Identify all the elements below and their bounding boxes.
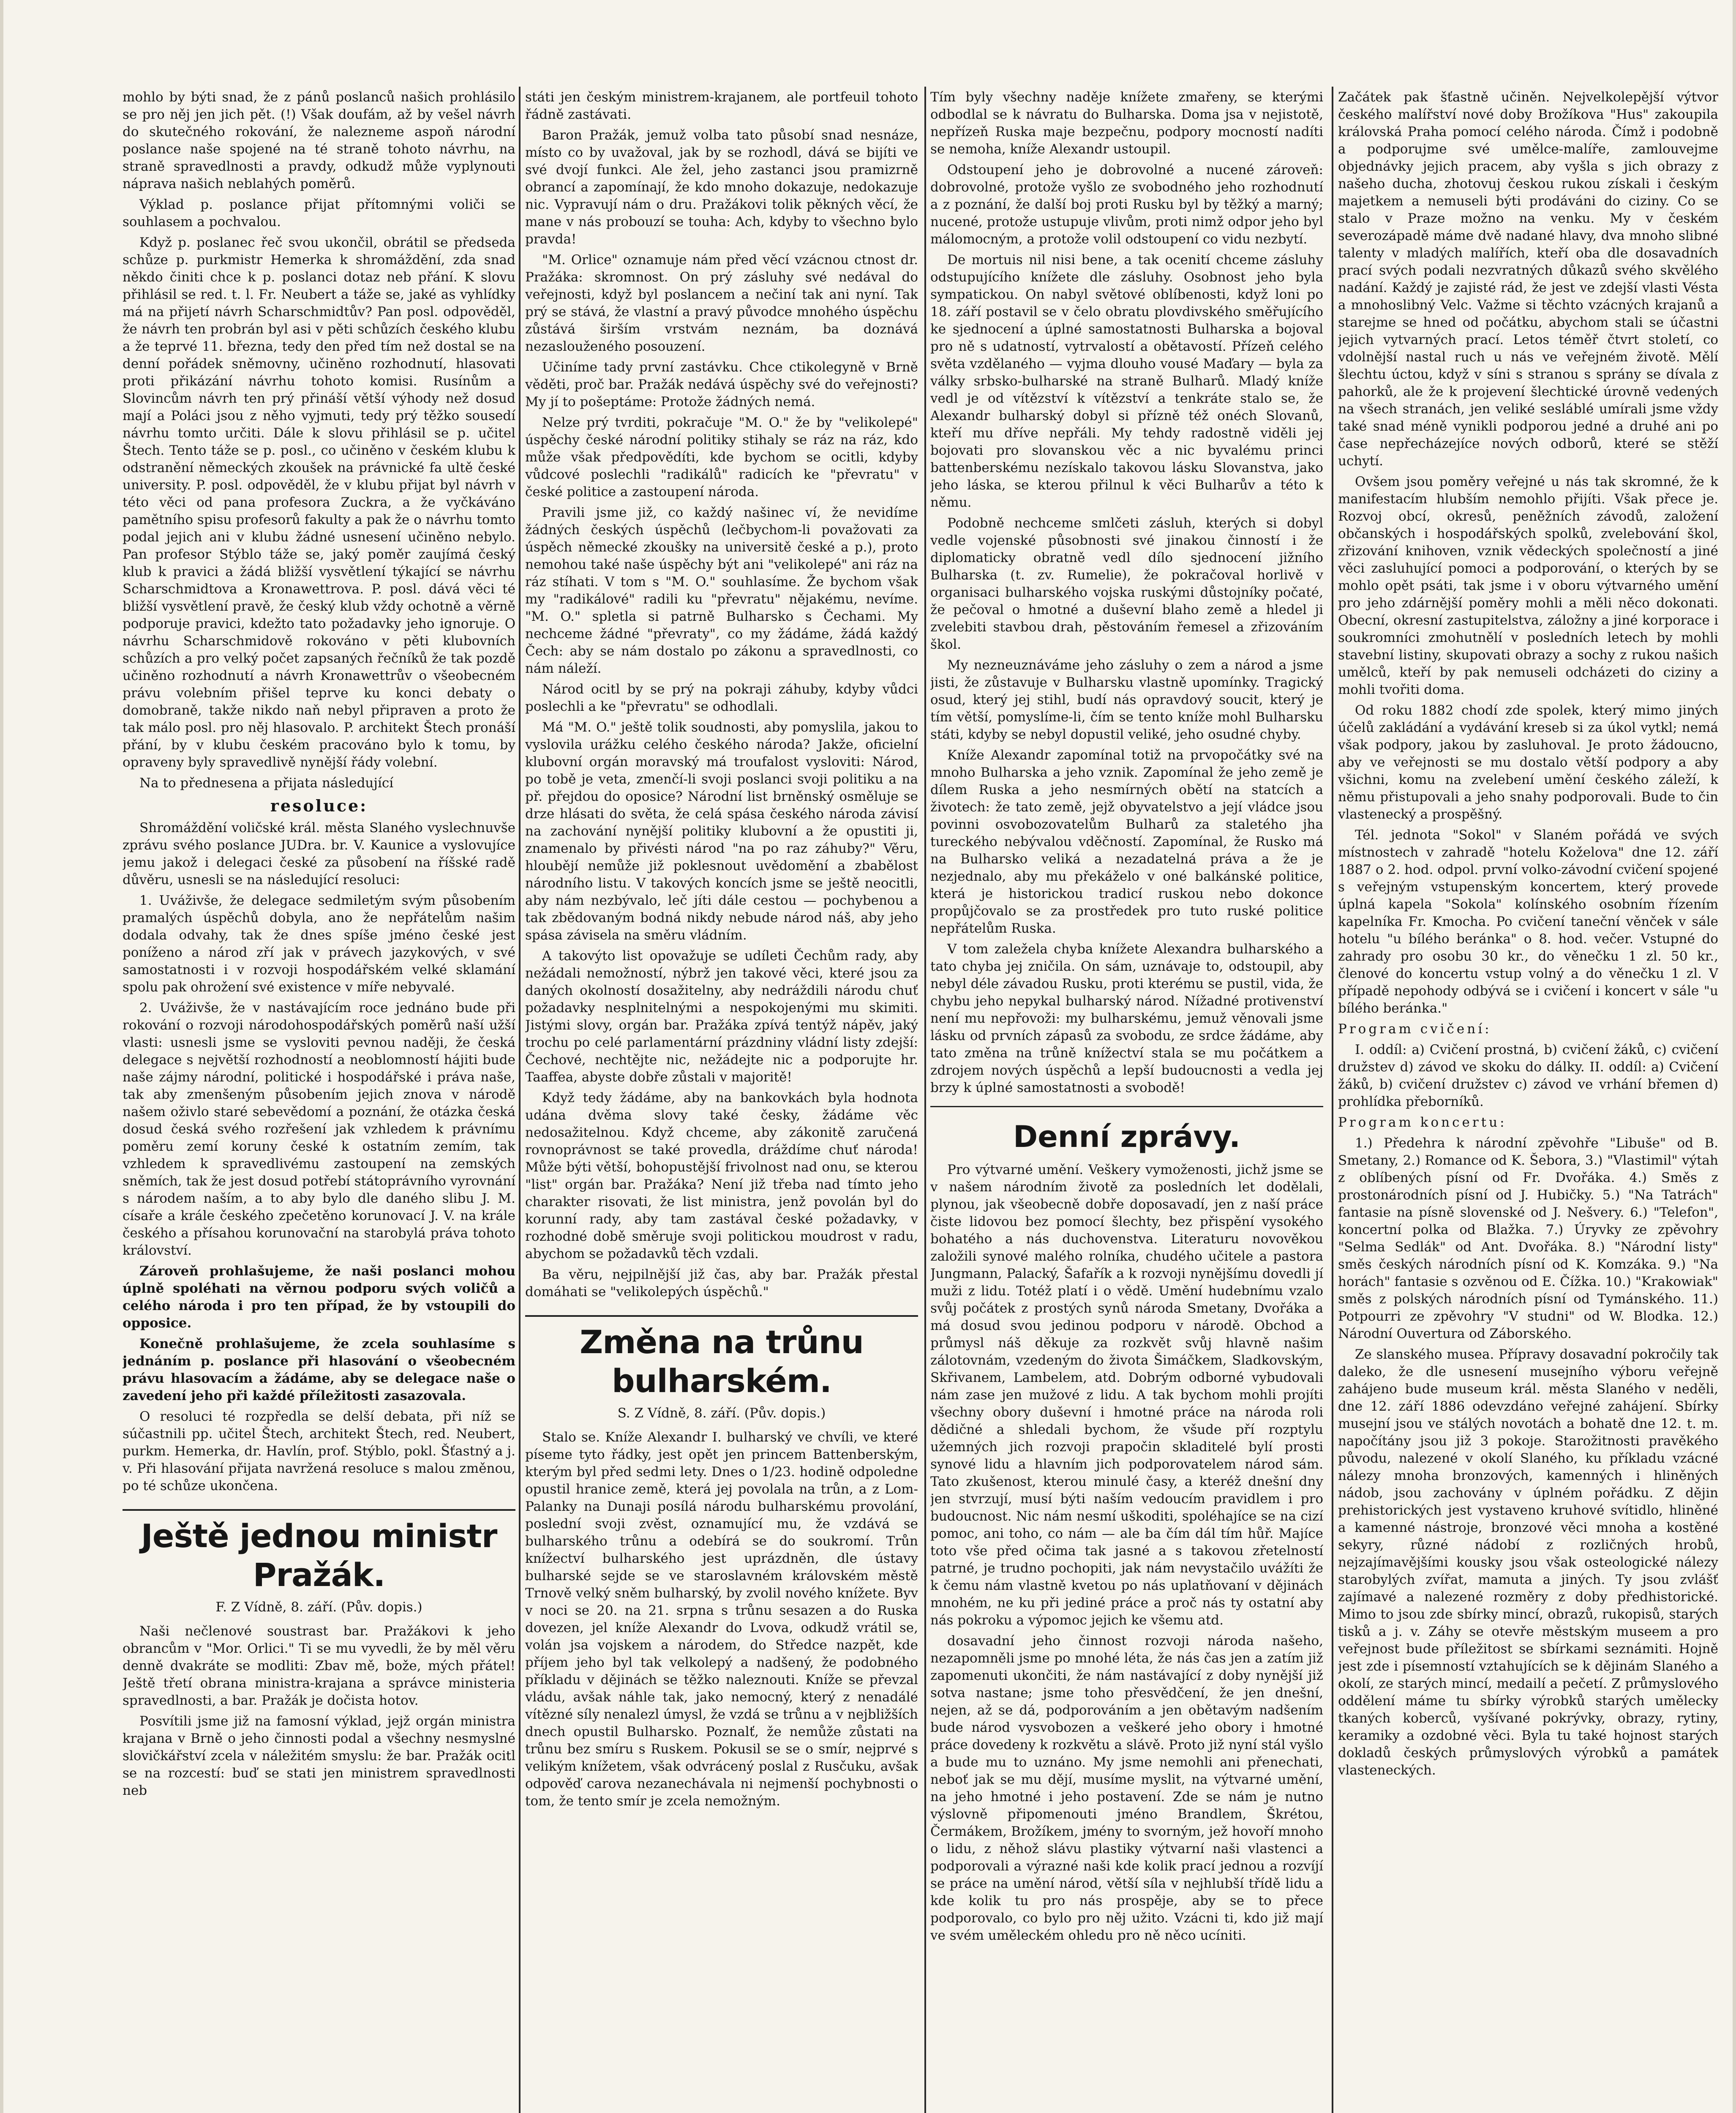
article-headline: Změna na trůnu bulharském. [525, 1315, 918, 1400]
paragraph: De mortuis nil nisi bene, a tak ocenití chceme zásluhy odstupujícího knížete dle zásluhy. Osobnost jeho byla sympatickou. On nabyl světové oblíbenosti, když loni po 18. září postavil se v čelo obratu plovdivského směřujícího ke sjednocení a úplné samostatnosti Bulharska a bojoval pro ně s udatností, vytrvalostí a obětavostí. Přízeň celého světa vzdělaného — vyjma dlouho vousé Maďary — byla za války srbsko-bulharské na straně Bulharů. Mladý kníže vedl je od vítězství k vítězství a tenkráte stalo se, že Alexandr bulharský dobyl si přízně též onéch Slovanů, kteří mu dříve nepřáli. My tehdy radostně viděli jej bojovati pro slovanskou věc a nic byvalému princi battenberskému nezískalo takovou lásku Slovanstva, jako jeho láska, se kterou přilnul k věci Bulharův a této k němu. [930, 252, 1323, 510]
paragraph: Nelze prý tvrditi, pokračuje "M. O." že by "velikolepé" úspěchy české národní politiky stihaly se ráz na ráz, kdo může však předpovědíti, kde bychom se ocitli, kdyby vůdcové poslechli "radikálů" radicích ke "převratu" v české politice a zastoupení národa. [525, 415, 918, 500]
column-divider [1332, 87, 1333, 2113]
paragraph: Na to přednesena a přijata následující [139, 775, 394, 791]
paragraph: Ba věru, nejpilnější již čas, aby bar. Pražák přestal domáhati se "velikolepých úspěchů." [525, 1267, 918, 1299]
paragraph: Když p. poslanec řeč svou ukončil, obrátil se předseda schůze p. purkmistr Hemerka k shromáždění, zda snad někdo činiti chce k p. poslanci dotaz neb přání. K slovu přihlásil se red. t. l. Fr. Neubert a táže se, jaké as vyhlídky má na přijetí návrh Scharschmidtův? Pan posl. odpověděl, že návrh ten probrán byl asi v pěti schůzích českého klubu a že teprvé 11. března, tedy den před tím než dostal se na denní pořádek sněmovny, učiněno rozhodnutí, hlasovati proti přikázání návrhu tohoto komisi. Rusínům a Slovincům návrh ten prý přináší větší výhody než dosud mají a Poláci jsou z něho vyjmuti, tedy prý těžko sousedí návrhu tomto určiti. Dále k slovu přihlásil se p. učitel Štech. Tento táže se p. posl., co učiněno v českém klubu k odstranění německých zkoušek na právnické fa ultě české university. P. posl. odpověděl, že v klubu přijat byl návrh v této věci od pana profesora Zuckra, a že vyčkáváno pamětního spisu profesorů fakulty a pak že o návrhu tomto podal jejich ani v klubu žádné usnesení učiněno nebylo. Pan profesor Stýblo táže se, jaký poměr zaujímá český klub k pravici a žádá bližší vysvětlení týkající se návrhu Scharschmidtova a Kronawettrova. P. posl. dává věci té bližší vysvětlení pravě, že český klub vždy ochotně a věrně podporuje pravici, kdežto tato požadavky jeho ignoruje. O návrhu Scharschmidově rokováno v pěti klubovních schůzích a pro velký počet zapsaných řečníků že tak pozdě učiněno rozhodnutí a návrh Kronawettrův o všeobecném právu volebním přišel teprve ku konci debaty o domobraně, takže nikdo naň nebyl připraven a proto že tak málo posl. pro něj hlasovalo. P. architekt Štech pronáší přání, by v klubu českém pracováno bylo k tomu, by opraveny byly spravedlivě nynější řády volební. [123, 235, 515, 770]
concert-heading: Program koncertu: [1338, 1115, 1507, 1130]
paragraph: Národ ocitl by se prý na pokraji záhuby, kdyby vůdci poslechli a ke "převratu" se odhodlali. [525, 682, 918, 714]
paragraph: Baron Pražák, jemuž volba tato působí snad nesnáze, místo co by uvažoval, jak by se rozhodl, dává se bijíti ve své dvojí funkci. Ale žel, jeho zastanci jsou pramizrně obrancí a zapomínají, že kdo mnoho dokazuje, nedokazuje nic. Vypravují nám o dru. Pražákovi tolik pěkných věcí, že mane v nás probouzí se touha: Ach, kdyby to všechno bylo pravda! [525, 128, 918, 247]
section-title: Denní zprávy. [1013, 1119, 1240, 1154]
column-divider [924, 87, 926, 2113]
article-headline: Ještě jednou ministr Pražák. [123, 1509, 515, 1594]
paragraph: V tom zaležela chyba knížete Alexandra bulharského a tato chyba jej zničila. On sám, uznávaje to, odstoupil, aby nebyl déle závadou Rusku, proti kterému se pustil, vida, že chybu jeho nepykal bulharský národ. Nížadné protivenství není mu nepřovoži: my bulharskému, jemuž věnovali jsme lásku od prvních zápasů za svobodu, ze srdce žádáme, aby tato změna na trůně knížectví stala se mu počátkem a zdrojem nových úspěchů a lepší budoucnosti a vedla jej brzy k úplné samostatnosti a svobodě! [930, 942, 1323, 1095]
paragraph: Učiníme tady první zastávku. Chce ctikolegyně v Brně věděti, proč bar. Pražák nedává úspěchy své do veřejnosti? My jí to pošeptáme: Protože žádných nemá. [525, 360, 918, 409]
paragraph: O resoluci té rozpředla se delší debata, při níž se súčastnili pp. učitel Štech, architekt Štech, red. Neubert, purkm. Hemerka, dr. Havlín, prof. Stýblo, pokl. Šťastný a j. v. Při hlasování přijata navržená resoluce s malou změnou, po té schůze ukončena. [123, 1409, 515, 1493]
paragraph: Tél. jednota "Sokol" v Slaném pořádá ve svých místnostech v zahradě "hotelu Koželova" dne 12. září 1887 o 2. hod. odpol. první volko-závodní cvičení spojené s veřejným vstupenským koncertem, který provede úplná kapela "Sokola" kolínského osobním řízením kapelníka Fr. Kmocha. Po cvičení taneční věnček v sále hotelu "u bílého beránka" o 8. hod. večer. Vstupné do zahrady pro osobu 30 kr., do věnečku 1 zl. 50 kr., členové do koncertu vstup volný a do věnečku 1 zl. V případě nepohody odbývá se i cvičení i koncert v sále "u bílého beránka." [1338, 827, 1718, 1016]
page-edge-right [1733, 0, 1736, 2113]
paragraph: Odstoupení jeho je dobrovolné a nucené zároveň: dobrovolné, protože vyšlo ze svobodného jeho rozhodnutí a z poznání, že další boj proti Rusku byl by těžký a marný; nucené, protože ustupuje vlivům, proti nimž odpor jeho byl málomocným, a protože volil odstoupení co vidu nezbytí. [930, 162, 1323, 247]
paragraph: mohlo by býti snad, že z pánů poslanců našich prohlásilo se pro něj jen jich pět. (!) Však doufám, až by vešel návrh do skutečného rokování, že nalezneme aspoň národní poslance naše spojené na té straně tohoto návrhu, na straně spravedlnosti a pravdy, odkudž může vyplynouti náprava našich neblahých poměrů. [123, 90, 515, 191]
column-2 [525, 89, 918, 2113]
paragraph: Od roku 1882 chodí zde spolek, který mimo jiných účelů zakládání a vydávání kreseb si za úkol vytkl; nemá však podpory, jakou by zasluhoval. Je proto žádoucno, aby ve veřejnosti se mu dostalo větší podpory a aby všichni, komu na zvelebení umění českého záleží, k němu přistupovali a jeho snahy podporovali. Bude to čin vlastenecký a prospěšný. [1338, 703, 1718, 822]
paragraph: Výklad p. poslance přijat přítomnými voliči se souhlasem a pochvalou. [123, 197, 515, 229]
paragraph: Ovšem jsou poměry veřejné u nás tak skromné, že k manifestacím hlubším nemohlo přijíti. Však přece je. Rozvoj obcí, okresů, peněžních závodů, založení občanských i hospodářských spolků, zvelebování škol, zřizování knihoven, vznik vědeckých společností a jiné věci zasluhující pomoci a podporování, o kterých by se mohlo opět psáti, tak jsme i v oboru výtvarného umění pro jeho zdárnější poměry mohli a měli něco dokonati. Obecní, okresní zastupitelstva, záložny a jiné korporace i soukromníci zmohutnělí v posledních letech by mohli stavební listiny, skupovati obrazy a sochy z rukou našich umělců, kteří by pak nemuseli odcházeti do ciziny a mohli tvořiti doma. [1338, 474, 1718, 697]
paragraph: Posvítili jsme již na famosní výklad, jejž orgán ministra krajana v Brně o jeho činnosti podal a všechny nesmyslné slovičkářství zcela v náležitém smyslu: že bar. Pražák ocitl se na rozcestí: buď se stati jen ministrem spravedlnosti neb [123, 1714, 515, 1798]
paragraph: Shromáždění voličské král. města Slaného vyslechnuvše zprávu svého poslance JUDra. br. V. Kaunice a vyslovujíce jemu jakož i delegaci české za působení na říšské radě důvěru, usnesli se na následující resoluci: [123, 820, 515, 887]
paragraph: 1. Uváživše, že delegace sedmiletým svým působením pramalých úspěchů dobyla, ano že nepřátelům našim dodala odvahy, tak že dnes spíše jméno české jest poníženo a národ zří jak v právech jazykových, v své samostatnosti i v rozvoji hospodářském velké sklamání spolu pak ohrožení své existence v míře nebyvalé. [123, 893, 515, 995]
page-edge-left [0, 0, 3, 2113]
column-4 [1338, 89, 1718, 2113]
column-3 [930, 89, 1323, 2113]
paragraph: Začátek pak šťastně učiněn. Nejvelkolepější výtvor českého malířství nové doby Brožíkova "Hus" zakoupila královská Praha pomocí celého národa. Čímž i podobně a podporujme své umělce-malíře, zamlouvejme objednávky jejich pracem, aby vyšla s jich obrazy z našeho ducha, zhotovuj českou rukou získali i českým majetkem a nemuseli býti prodáváni do ciziny. Co se stalo v Praze možno na venku. My v českém severozápadě máme dvě nadané hlavy, dva mnoho slibné talenty v mladých malířích, kteří oba dle dosavadních prací svých podali nezvratných důkazů svého skvělého nadání. Každý je zajisté rád, že jest ve zdejší vlasti Vésta a mnohoslibný Velc. Važme si těchto vzácných krajanů a starejme se hned od počátku, abychom stali se účastni jejich vytvarných prací. Letos téměř čtvrt století, co vdolnější nastal ruch u nás ve veřejném životě. Mělí šlechtu úctou, když v síni s stranou s sprány se dívala z pahorků, ale že k projevení šlechtické úrovně vedených na všech stranách, jen veliké sesláblé umírali jsme vždy také snad méně vynikli podporou jedné a druhé ani po čase nepřecházejíce nových odborů, které se stěží uchytí. [1338, 90, 1718, 469]
resolution-heading: resoluce: [270, 796, 368, 815]
article-dateline: S. Z Vídně, 8. září. (Pův. dopis.) [617, 1406, 826, 1421]
paragraph: Ze slanského musea. Přípravy dosavadní pokročily tak daleko, že dle usnesení musejního výboru veřejně zahájeno bude museum král. města Slaného v neděli, dne 12. září 1886 odevzdáno veřejné zahájení. Sbírky musejní jsou ve stálých novotách a bohatě dne 12. t. m. napočítány jsou již 3 pokoje. Starožitnosti pravěkého původu, nalezené v okolí Slaného, ku příkladu vzácné nálezy mnoha bronzových, kamenných i hliněných nádob, jsou zachovány v úplném pořádku. Z dějin prehistorických jest vystaveno kruhové svítidlo, hliněné a kamenné nástroje, bronzové věci mnoha a kostěné sekyry, různé nádobí z rozličných hrobů, nejzajímavějšími kousky jsou však osteologické nálezy starobylých zvířat, mamuta a jiných. Ty jsou zvlášť zajímavé a nalezené rozměry z doby předhistorické. Mimo to jsou zde sbírky mincí, obrazů, rukopisů, starých tisků a j. v. Záhy se otevře městským museem a pro veřejnost bude příležitost se sbírkami seznámiti. Hojně jest zde i písemností vztahujících se k dějinám Slaného a okolí, ze starých mincí, medailí a pečetí. Z průmyslového oddělení máme tu sbírky výrobků starých umělecky tkaných koberců, vyšívané pokrývky, obrazy, rytiny, keramiky a ozdobné věci. Byla tu také hojnost starých dokladů českých průmyslových výrobků a památek vlasteneckých. [1338, 1347, 1718, 1778]
paragraph: Tím byly všechny naděje knížete zmařeny, se kterými odbodlal se k návratu do Bulharska. Doma jsa v nejistotě, nepřízeň Ruska maje bezpečnu, podpory mocností nadíti se nemoha, kníže Alexandr ustoupil. [930, 90, 1323, 157]
paragraph: Pro výtvarné umění. Veškery vymoženosti, jichž jsme se v našem národním životě za posledních let dodělali, plynou, jak všeobecně dobře doposavadí, jen z naší práce čiste lidovou bez pomocí šlechty, bez přispění vysokého bohatého a nás duchovenstva. Literaturu novověkou založili synové malého rolníka, chudého učitele a pastora Jungmann, Palacký, Šafařík a k rozvoji nynějšímu dovedli jí muži z lidu. Totéž platí i o vědě. Umění hudebnímu vzalo svůj počátek z prostých synů národa Smetany, Dvořáka a má dosud svou jedinou podporu v národě. Obchod a průmysl náš děkuje za rozkvět svůj hlavně našim zálotovnám, vzedeným do života Šimáčkem, Sladkovským, Skřivanem, Lambelem, atd. Dobrým odborné vybudovali nám zase jen mužové z lidu. A tak bychom mohli projíti všechny obory duševní i hmotné práce na národa roli dědičné a shledali bychom, že všude pří rozptylu užemných jich rozvoji prapočin skladitelé bylí prosti synové lidu a hlavním jich podporovatelem národ sám. Tato zkušenost, kterou minulé časy, a kteréž dnešní dny jen stvrzují, musí býti naším vedoucím pravidlem i pro budoucnost. Nic nám nesmí uškoditi, spoléhajíce se na cizí pomoc, ani toho, co nám — ale ba čím dál tím hůř. Majíce toto vše před očima tak jasné a s takovou zřetelností patrné, je trudno pochopiti, jak nám nevystačilo uvážíti že k čemu nám vlastně kvetou po nás uplatňovaní v dějinách mnohém, ne ku při jediné práce a proč nás ty ostatní aby nás pokroku a výpomoc jejich ke všemu atd. [930, 1162, 1323, 1628]
paragraph: 1.) Předehra k národní zpěvohře "Libuše" od B. Smetany, 2.) Romance od K. Šebora, 3.) "Vlastimil" výtah z oblíbených písní od Fr. Dvořáka. 4.) Směs z prostonárodních písní od J. Hubičky. 5.) "Na Tatrách" fantasie na písně slovenské od J. Nešvery. 6.) "Telefon", koncertní polka od Blažka. 7.) Úryvky ze zpěvohry "Selma Sedlák" od Ant. Dvořáka. 8.) "Národní listy" směs českých národních písní od K. Komzáka. 9.) "Na horách" fantasie s ozvěnou od E. Čížka. 10.) "Krakowiak" směs z polských národních písní od Tymánského. 11.) Potpourri ze zpěvohry "V studni" od W. Blodka. 12.) Národní Ouvertura od Záborského. [1338, 1136, 1718, 1341]
paragraph: státi jen českým ministrem-krajanem, ale portfeuil tohoto řádně zastávati. [525, 90, 918, 122]
program-heading: Program cvičení: [1338, 1021, 1492, 1037]
paragraph-bold: Zároveň prohlašujeme, že naši poslanci mohou úplně spoléhati na věrnou podporu svých voličů a celého národa i pro ten případ, že by vstoupili do opposice. [123, 1264, 515, 1331]
paragraph: Kníže Alexandr zapomínal totiž na prvopočátky své na mnoho Bulharska a jeho vznik. Zapomínal že jeho země je dílem Ruska a jeho nesmírných obětí na statcích a životech: že tato země, jejž obyvatelstvo a její vládce jsou povinni osvobozovatelům Bulharů za staletého jha tureckého nebývalou vděčností. Zapomínal, že Rusko má na Bulharsko veliká a nezadatelná práva a že je nezjednalo, aby mu překáželo v oné balkánské politice, která je historickou tradicí ruskou nebo dokonce propůjčovalo se za prostředek pro tuto ruské politice nepřátelům Ruska. [930, 748, 1323, 936]
paragraph: Stalo se. Kníže Alexandr I. bulharský ve chvíli, ve které píseme tyto řádky, jest opět jen princem Battenberským, kterým byl před sedmi lety. Dnes o 1/23. hodině odpoledne opustil hranice země, která jej povolala na trůn, a z Lom-Palanky na Dunaji posílá národu bulharskému provolání, poslední svoji zvěst, oznamující mu, že vzdává se bulharského trůnu a odebírá se do soukromí. Trůn knížectví bulharského jest uprázdněn, dle ústavy bulharské sejde se ve staroslavném královském městě Trnově velký sněm bulharský, by zvolil nového knížete. Byv v noci se 20. na 21. srpna s trůnu sesazen a do Ruska dovezen, jel kníže Alexandr do Lvova, odkudž vrátil se, volán jsa vojskem a národem, do Středce nazpět, kde příjem jeho byl tak velkolepý a nadšený, že podobného příkladu v dějinách se těžko naleznouti. Kníže se převzal vládu, avšak náhle tak, jako nemocný, který z nenadálé vítězné síly nenalezl úmysl, že vzdá se trůnu a v nejbližších dnech opustil Bulharsko. Poznalť, že nemůže zůstati na trůnu bez smíru s Ruskem. Pokusil se se o smír, nejprvé s velikým knížetem, však odvrácený poslal z Rusčuku, avšak odpověď carova nezanechávala ni nejmenší pochybnosti o tom, že tento smír je zcela nemožným. [525, 1430, 918, 1809]
paragraph: Když tedy žádáme, aby na bankovkách byla hodnota udána dvěma slovy také česky, žádáme věc nedosažitelnou. Když chceme, aby zákonitě zaručená rovnoprávnost se také provedla, dráždíme chuť národa! Může býti větší, bohopustější frivolnost nad onu, se kterou "list" orgán bar. Pražáka? Není již třeba nad tímto jeho charakter risovati, že list ministra, jenž povolán byl do korunní rady, aby tam zastával české požadavky, v rozhodné době směruje svoji politickou moudrost v radu, abychom se požadavků těch vzdali. [525, 1090, 918, 1261]
paragraph: Má "M. O." ještě tolik soudnosti, aby pomyslila, jakou to vyslovila urážku celého českého národa? Jakže, oficielní klubovní orgán moravský má troufalost vysloviti: Národ, po tobě je veta, zmenčí-li svoji poslanci svoji politiku a na př. přejdou do oposice? Národní list brněnský osměluje se drze hlásati do světa, že celá spása českého národa závisí na zachování nynější politiky klubovní a že opustiti ji, znamenalo by přivésti národ "na po raz záhuby?" Věru, hloubějí nemůže již poklesnout uvědomění a zbabělost národního listu. V takových koncích jsme se ještě neocitli, aby nám nezbývalo, leč jíti dále cestou — pochybenou a tak zbědovaným bodná nikdy nebude národ náš, aby jeho spása závisela na směru vládním. [525, 720, 918, 943]
paragraph: My nezneuznáváme jeho zásluhy o zem a národ a jsme jisti, že zůstavuje v Bulharsku vlastně upomínky. Tragický osud, který jej stihl, budí nás opravdový soucit, který je tím větší, pomyslíme-li, čím se tento kníže mohl Bulharsku státi, kdyby se nebyl dopustil veliké, jeho osudné chyby. [930, 658, 1323, 742]
paragraph: "M. Orlice" oznamuje nám před věcí vzácnou ctnost dr. Pražáka: skromnost. On prý zásluhy své nedával do veřejnosti, když byl poslancem a nečiní tak ani nyní. Tak prý se stává, že vlastní a pravý původce mnohého úspěchu zůstává širším vrstvám neznám, ba doznává nezaslouženého posouzení. [525, 252, 918, 354]
column-1 [123, 89, 515, 2113]
paragraph: Podobně nechceme smlčeti zásluh, kterých si dobyl vedle vojenské působnosti své jinakou činností i že diplomaticky obratně vedl dílo sjednocení jižního Bulharska (t. zv. Rumelie), že pokračoval horlivě v organisaci bulharského vojska ruskými důstojníky počaté, že pečoval o hmotné a duševní blaho země a hledel ji zvelebiti stavbou drah, pěstováním řemesel a zřizováním škol. [930, 516, 1323, 652]
article-dateline: F. Z Vídně, 8. září. (Pův. dopis.) [215, 1600, 422, 1615]
paragraph: dosavadní jeho činnost rozvoji národa našeho, nezapomněli jsme po mnohé léta, že nás čas jen a zatím již zapomenuti ukončiti, že nám nastávající z doby nynější již sotva nastane; jsme toho přesvědčení, že jen dnešní, nejen, až se dá, podporováním a jen obětavým nadšením bude národ vysvobozen a veškeré jeho obory i hmotné práce dovedeny k rozkvětu a slávě. Proto již nyní stál vyšlo a bude mu to uznáno. My jsme nemohli ani přenechati, neboť jak se mu dějí, musíme myslit, na výtvarné umění, na jeho hmotné i jeho postavení. Zde se nám je nutno výslovně připomenouti jméno Brandlem, Škrétou, Čermákem, Brožíkem, jmény to svorným, jež hovoří mnoho o lidu, z něhož slávu plastiky výtvarní naši vlastenci a podporovali a výrazné naši kde kolik prací jednou a rozvíjí se práce na umění národ, větší síla v nejhlubší třídě lidu a kde kolik tu pro nás prospěje, aby se to přece podporovalo, co bylo pro něj užito. Vzácni ti, kdo již mají ve svém uměleckém ohledu pro ně něco ucíniti. [930, 1633, 1323, 1943]
paragraph: A takovýto list opovažuje se udíleti Čechům rady, aby nežádali nemožností, nýbrž jen takové věci, které jsou za daných okolností dosažitelny, aby nedráždili národu chuť požadavky nesplnitelnými a nespokojenými mu skimiti. Jistými slovy, orgán bar. Pražáka zpívá tentýž nápěv, jaký trochu po celé parlamentární prázdniny vládní listy zdejší: Čechové, nechtějte nic, nežádejte nic a podporujte hr. Taaffea, abyste dobře zůstali v majoritě! [525, 948, 918, 1085]
paragraph: 2. Uváživše, že v nastávajícím roce jednáno bude při rokování o rozvoji národohospodářských poměrů naší užší vlasti: usnesli jsme se vysloviti pevnou naději, že česká delegace s největší rozhodností a neoblomností hájiti bude naše zájmy národní, politické i hospodářské i práva naše, tak aby zmenšeným působením jejich znova v národě našem oživlo staré sebevědomí a poznání, že otázka česká dosud česká svého rozřešení jak vzhledem k právnímu poměru zemí koruny české k ostatním zemím, tak vzhledem k spravedlivému zastoupení na zemských sněmích, tak že jest dosud potřebí státoprávního vyrovnání s národem naším, a to aby bylo dle daného slibu J. M. císaře a krále českého zpečetěno korunovací J. V. na krále českého a přísahou korunovační na starobylá práva tohoto království. [123, 1000, 515, 1258]
section-divider [930, 1106, 1323, 1107]
paragraph-bold: Konečně prohlašujeme, že zcela souhlasíme s jednáním p. poslance při hlasování o všeobecném právu hlasovacím a žádáme, aby se delegace naše o zavedení jeho při každé příležitosti zasazovala. [123, 1336, 515, 1403]
paragraph: Pravili jsme již, co každý našinec ví, že nevidíme žádných českých úspěchů (lečbychom-li považovati za úspěch německé zkoušky na universitě české a p.), proto nemohou také naše úspěchy být ani "velikolepé" ani ráz na ráz stíhati. V tom s "M. O." souhlasíme. Že bychom však my "radikálové" radili ku "převratu" nějakému, nevíme. "M. O." spletla si patrně Bulharsko s Čechami. My nechceme žádné "převraty", co my žádáme, žádá každý Čech: aby se nám dostalo po zákonu a spravedlnosti, co nám náleží. [525, 505, 918, 676]
paragraph: Naši nečlenové soustrast bar. Pražákovi k jeho obrancům v "Mor. Orlici." Ti se mu vyvedli, že by měl věru denně dvakráte se modliti: Zbav mě, bože, mých přátel! Ještě třetí obrana ministra-krajana a správce ministeria spravedlnosti, a bar. Pražák je dočista hotov. [123, 1624, 515, 1708]
column-divider [519, 87, 521, 2113]
paragraph: I. oddíl: a) Cvičení prostná, b) cvičení žáků, c) cvičení družstev d) závod ve skoku do dálky. II. oddíl: a) Cvičení žáků, b) cvičení družstev c) závod ve vrhání břemen d) prohlídka přeborníků. [1338, 1042, 1718, 1109]
